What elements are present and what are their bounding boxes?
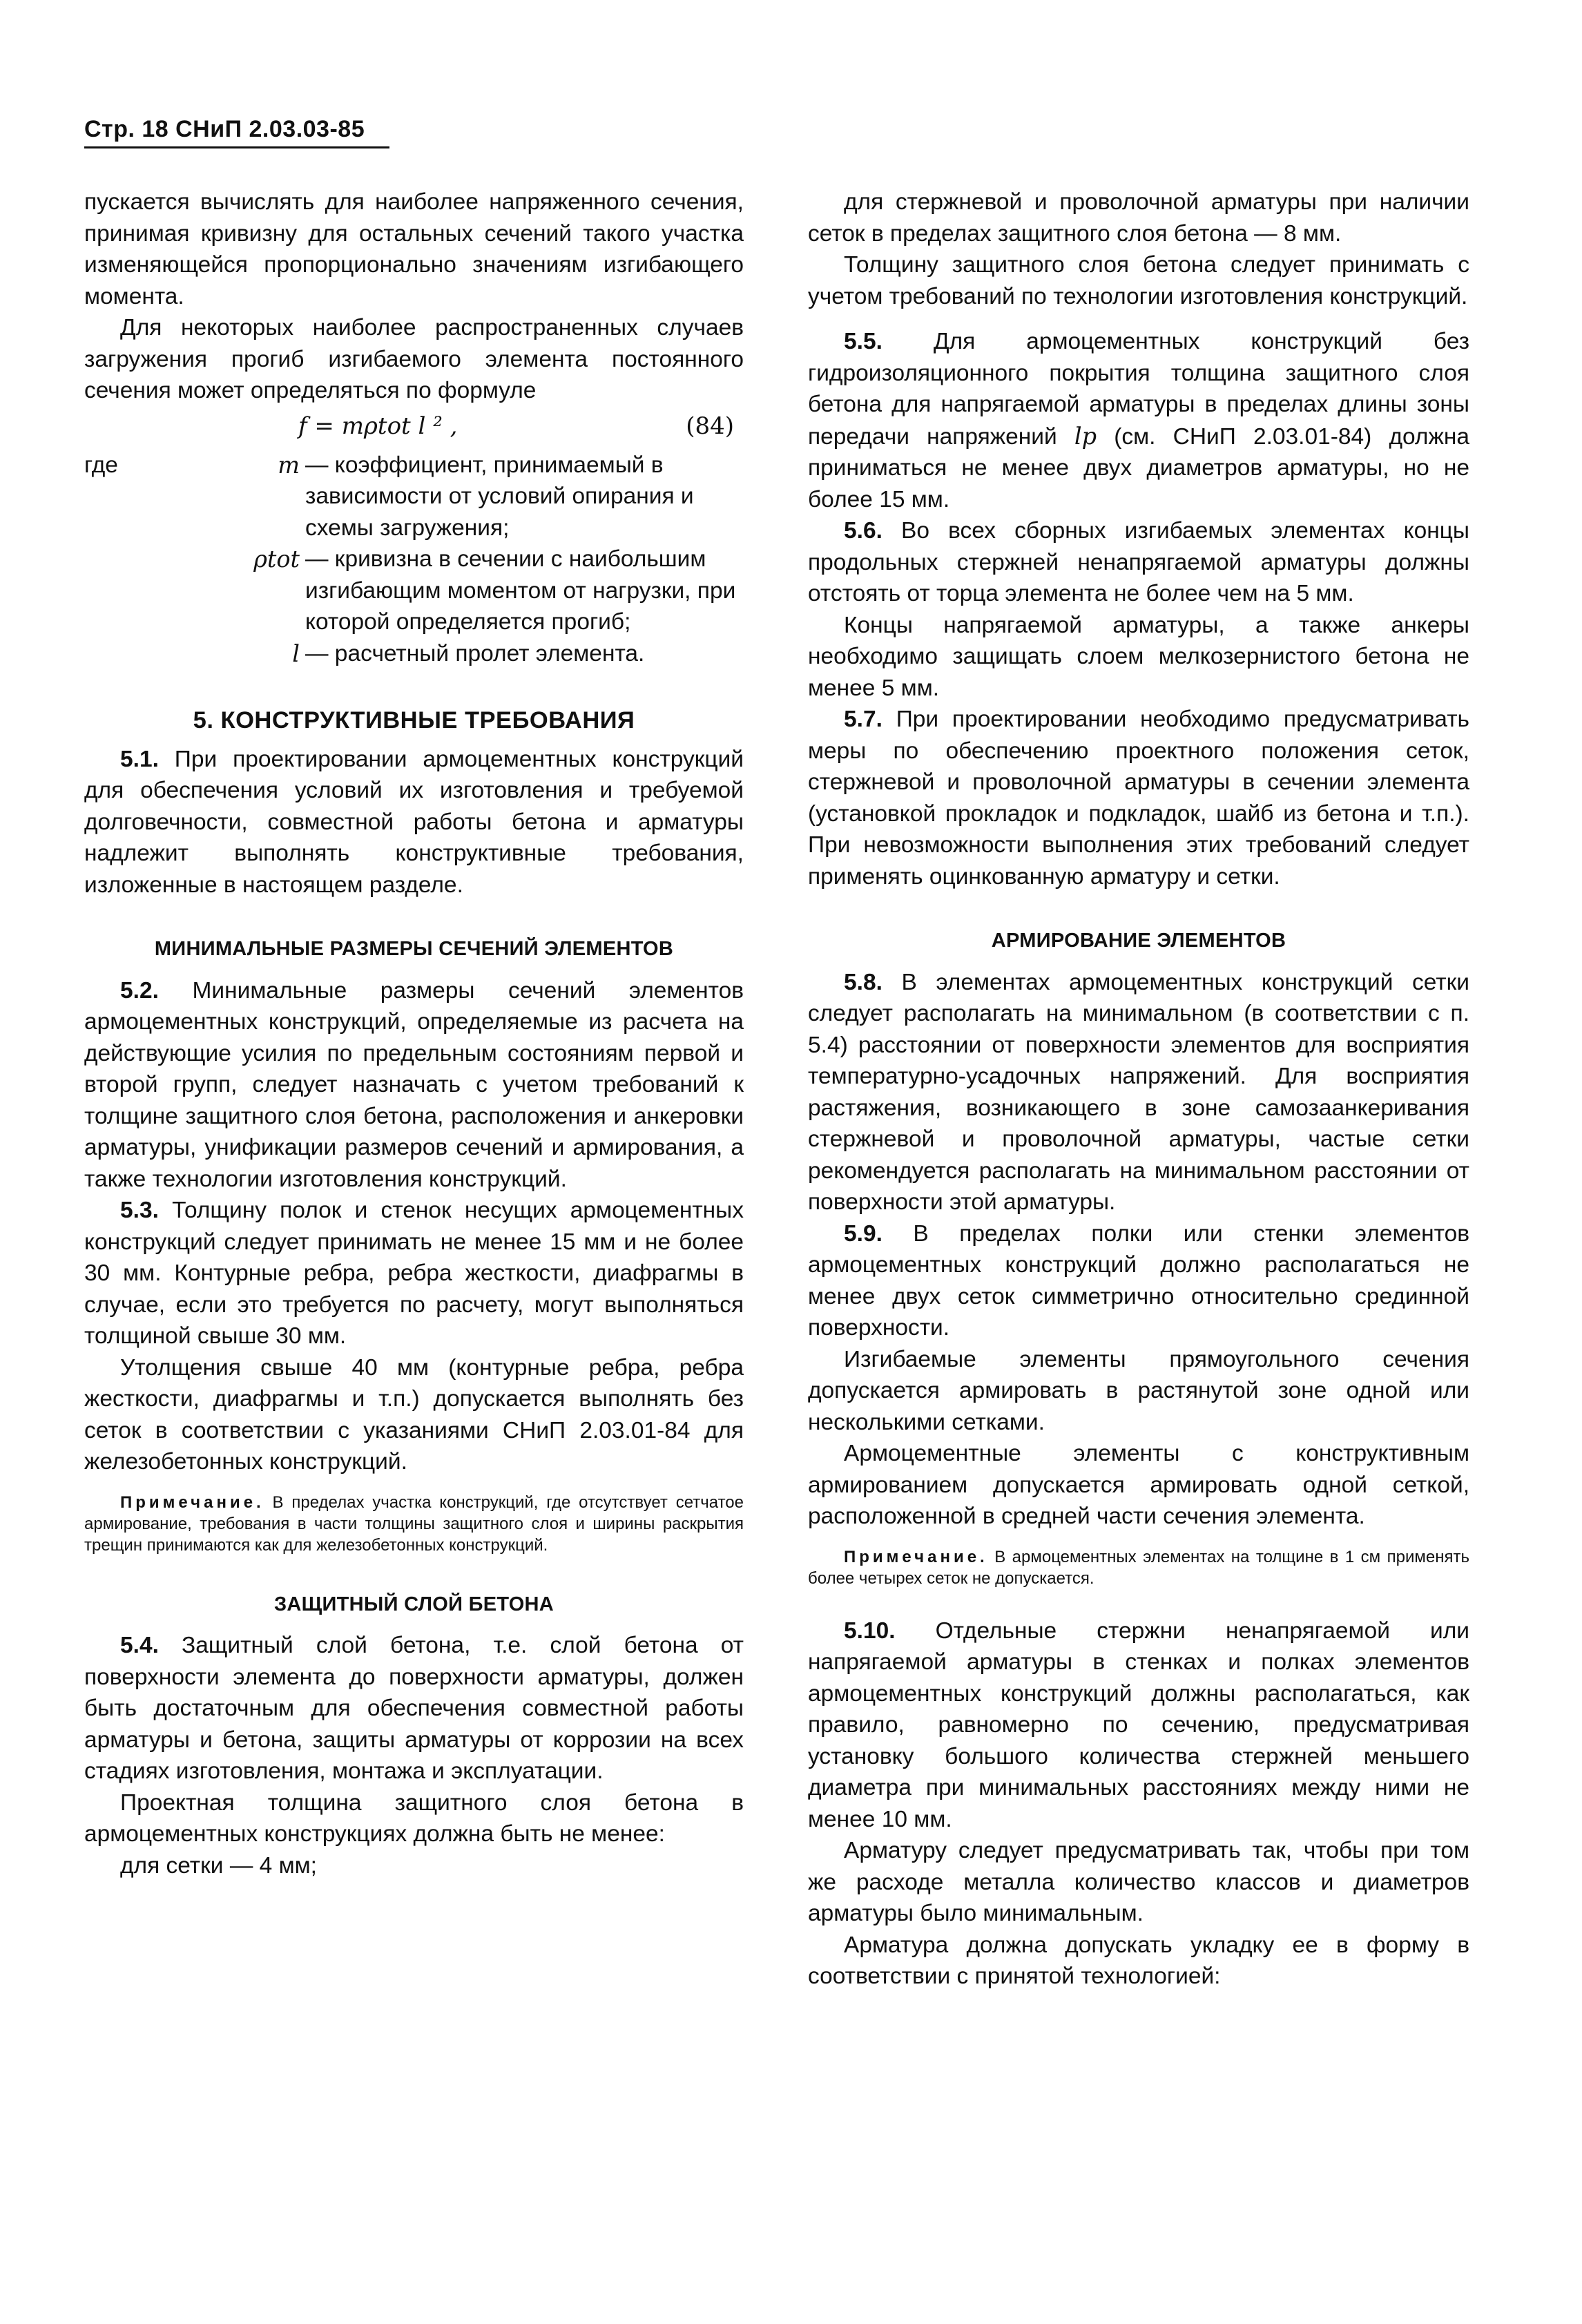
paragraph-5-2	[84, 975, 744, 1195]
paragraph-thickness-tech: Толщину защитного слоя бетона следует принимать с учетом требований по технологии изготовления конструкций.	[808, 252, 1469, 309]
note-text: В пределах участка конструкций, где отсутствует сетчатое армирование, требования в части толщины защитного слоя и ширины раскрытия трещин принимаются как для железобетонных конструкций.	[84, 1492, 744, 1555]
where-item-m	[84, 450, 744, 544]
subsection-min-sizes-title: МИНИМАЛЬНЫЕ РАЗМЕРЫ СЕЧЕНИЙ ЭЛЕМЕНТОВ	[154, 938, 674, 960]
clause-number: 5.4.	[120, 1633, 159, 1658]
clause-text: Минимальные размеры сечений элементов армоцементных конструкций, определяемые из расчета на действующие усилия по предельным состояниям первой и второй групп, следует назначать с учетом требований к толщине защитного слоя бетона, расположения и анкеровки арматуры, унификации размеров сечений и армирования, а также технологии изготовления конструкций.	[84, 977, 744, 1192]
where-block	[84, 450, 744, 670]
paragraph-5-5	[808, 326, 1469, 515]
clause-number: 5.7.	[844, 707, 882, 732]
formula-expression: f = mρtot l ² ,	[298, 412, 458, 440]
paragraph-design-thickness: Проектная толщина защитного слоя бетона в армоцементных конструкциях должна быть не менее:	[84, 1789, 744, 1847]
clause-text: В пределах полки или стенки элементов армоцементных конструкций должно располагаться не менее двух сеток симметрично относительно срединной поверхности.	[808, 1220, 1469, 1341]
note-text: В армоцементных элементах на толщине в 1 см применять более четырех сеток не допускается.	[808, 1547, 1469, 1588]
section-5-title: 5. КОНСТРУКТИВНЫЕ ТРЕБОВАНИЯ	[193, 707, 635, 733]
clause-text-cont: (см. СНиП 2.03.01-84) должна приниматься не менее двух диаметров арматуры, но не более 15 мм.	[808, 423, 1469, 512]
left-column	[84, 186, 744, 1881]
clause-number: 5.1.	[120, 746, 159, 772]
paragraph-5-7	[808, 704, 1469, 892]
page-header: Стр. 18 СНиП 2.03.03-85	[84, 116, 365, 142]
symbol-m: m	[278, 451, 300, 479]
paragraph-deflection-formula-intro: Для некоторых наиболее распространенных случаев загружения прогиб изгибаемого элемента постоянного сечения может определяться по формуле	[84, 315, 744, 403]
paragraph-5-10	[808, 1615, 1469, 1836]
clause-number: 5.9.	[844, 1220, 882, 1247]
paragraph-5-1	[84, 744, 744, 901]
paragraph-prestressed-ends: Концы напрягаемой арматуры, а также анкеры необходимо защищать слоем мелкозернистого бетона не менее 5 мм.	[808, 612, 1469, 701]
note-1	[84, 1492, 744, 1556]
paragraph-mesh-thickness: для сетки — 4 мм;	[120, 1852, 317, 1879]
where-text-m: — коэффициент, принимаемый в зависимости от условий опирания и схемы загружения;	[305, 452, 694, 541]
symbol-l: l	[292, 640, 300, 667]
clause-text: При проектировании необходимо предусматривать меры по обеспечению проектного положения сеток, стержневой и проволочной арматуры в сечении элемента (установкой прокладок и подкладок, шайб из бетона и т.п.). При невозможности выполнения этих требований следует применять оцинкованную арматуру и сетки.	[808, 707, 1469, 890]
note-label: Примечание.	[844, 1547, 988, 1566]
paragraph-5-4	[84, 1630, 744, 1787]
paragraph-5-3	[84, 1195, 744, 1352]
clause-text: Отдельные стержни ненапрягаемой или напрягаемой арматуры в стенках и полках элементов армоцементных конструкций должны располагаться, как правило, равномерно по сечению, предусматривая установку большого количества стержней меньшего диаметра при минимальных расстояниях между ними не менее 10 мм.	[808, 1617, 1469, 1832]
clause-number: 5.8.	[844, 969, 882, 995]
clause-text: Толщину полок и стенок несущих армоцементных конструкций следует принимать не менее 15 мм и не более 30 мм. Контурные ребра, ребра жесткости, диафрагмы в случае, если это требуется по расчету, могут выполняться толщиной свыше 30 мм.	[84, 1198, 744, 1349]
clause-number: 5.3.	[120, 1198, 159, 1223]
clause-text: Защитный слой бетона, т.е. слой бетона от поверхности элемента до поверхности арматуры, должен быть достаточным для обеспечения совместной работы арматуры и бетона, защиты арматуры от коррозии на всех стадиях изготовления, монтажа и эксплуатации.	[84, 1633, 744, 1784]
clause-text: Для армоцементных конструкций без гидроизоляционного покрытия толщина защитного слоя бетона для напрягаемой арматуры в пределах длины зоны передачи напряжений	[808, 329, 1469, 450]
note-label: Примечание.	[120, 1492, 264, 1512]
formula-84	[84, 407, 744, 450]
symbol-rho: ρtot	[253, 546, 300, 573]
paragraph-continuation: пускается вычислять для наиболее напряженного сечения, принимая кривизну для остальных сечений такого участка изменяющейся пропорционально значениям изгибающего момента.	[84, 189, 744, 309]
note-2	[808, 1546, 1469, 1589]
where-label: где	[84, 452, 118, 478]
paragraph-rod-thickness: для стержневой и проволочной арматуры при наличии сеток в пределах защитного слоя бетона — 8 мм.	[808, 189, 1469, 247]
paragraph-metal-consumption: Арматуру следует предусматривать так, чтобы при том же расходе металла количество классов и диаметров арматуры было минимальным.	[808, 1838, 1469, 1926]
where-item-rho	[84, 544, 744, 638]
symbol-lp: lp	[1074, 422, 1097, 450]
paragraph-laying: Арматура должна допускать укладку ее в форму в соответствии с принятой технологией:	[808, 1932, 1469, 1989]
paragraph-5-8	[808, 967, 1469, 1218]
header-rule	[84, 146, 389, 148]
subsection-protective-layer-title: ЗАЩИТНЫЙ СЛОЙ БЕТОНА	[273, 1593, 554, 1615]
clause-text: Во всех сборных изгибаемых элементах концы продольных стержней ненапрягаемой арматуры должны отстоять от торца элемента не более чем на 5 мм.	[808, 518, 1469, 606]
where-text-rho: — кривизна в сечении с наибольшим изгибающим моментом от нагрузки, при которой определяется прогиб;	[305, 546, 736, 635]
where-text-l: — расчетный пролет элемента.	[305, 640, 645, 666]
clause-number: 5.10.	[844, 1617, 896, 1644]
clause-text: В элементах армоцементных конструкций сетки следует располагать на минимальном (в соответствии с п. 5.4) расстоянии от поверхности элементов для восприятия температурно-усадочных напряжений. Для восприятия растяжения, возникающего в зоне самозаанкеривания стержневой и проволочной арматуры, частые сетки рекомендуется располагать на минимальном расстоянии от поверхности этой арматуры.	[808, 969, 1469, 1215]
paragraph-constructive-reinforcement: Армоцементные элементы с конструктивным армированием допускается армировать одной сеткой, расположенной в средней части сечения элемента.	[808, 1441, 1469, 1529]
paragraph-bending-elements: Изгибаемые элементы прямоугольного сечения допускается армировать в растянутой зоне одной или несколькими сетками.	[808, 1346, 1469, 1435]
paragraph-thickenings: Утолщения свыше 40 мм (контурные ребра, ребра жесткости, диафрагмы и т.п.) допускается выполнять без сеток в соответствии с указаниями СНиП 2.03.01-84 для железобетонных конструкций.	[84, 1354, 744, 1475]
right-column	[808, 186, 1469, 1992]
clause-number: 5.5.	[844, 329, 882, 354]
clause-text: При проектировании армоцементных конструкций для обеспечения условий их изготовления и требуемой долговечности, совместной работы бетона и арматуры надлежит выполнять конструктивные требования, изложенные в настоящем разделе.	[84, 746, 744, 898]
formula-number: (84)	[686, 412, 734, 440]
subsection-reinforcement-title: АРМИРОВАНИЕ ЭЛЕМЕНТОВ	[991, 930, 1286, 952]
clause-number: 5.6.	[844, 518, 882, 544]
clause-number: 5.2.	[120, 977, 159, 1003]
paragraph-5-6	[808, 515, 1469, 610]
paragraph-5-9	[808, 1218, 1469, 1344]
where-item-l	[84, 638, 744, 670]
